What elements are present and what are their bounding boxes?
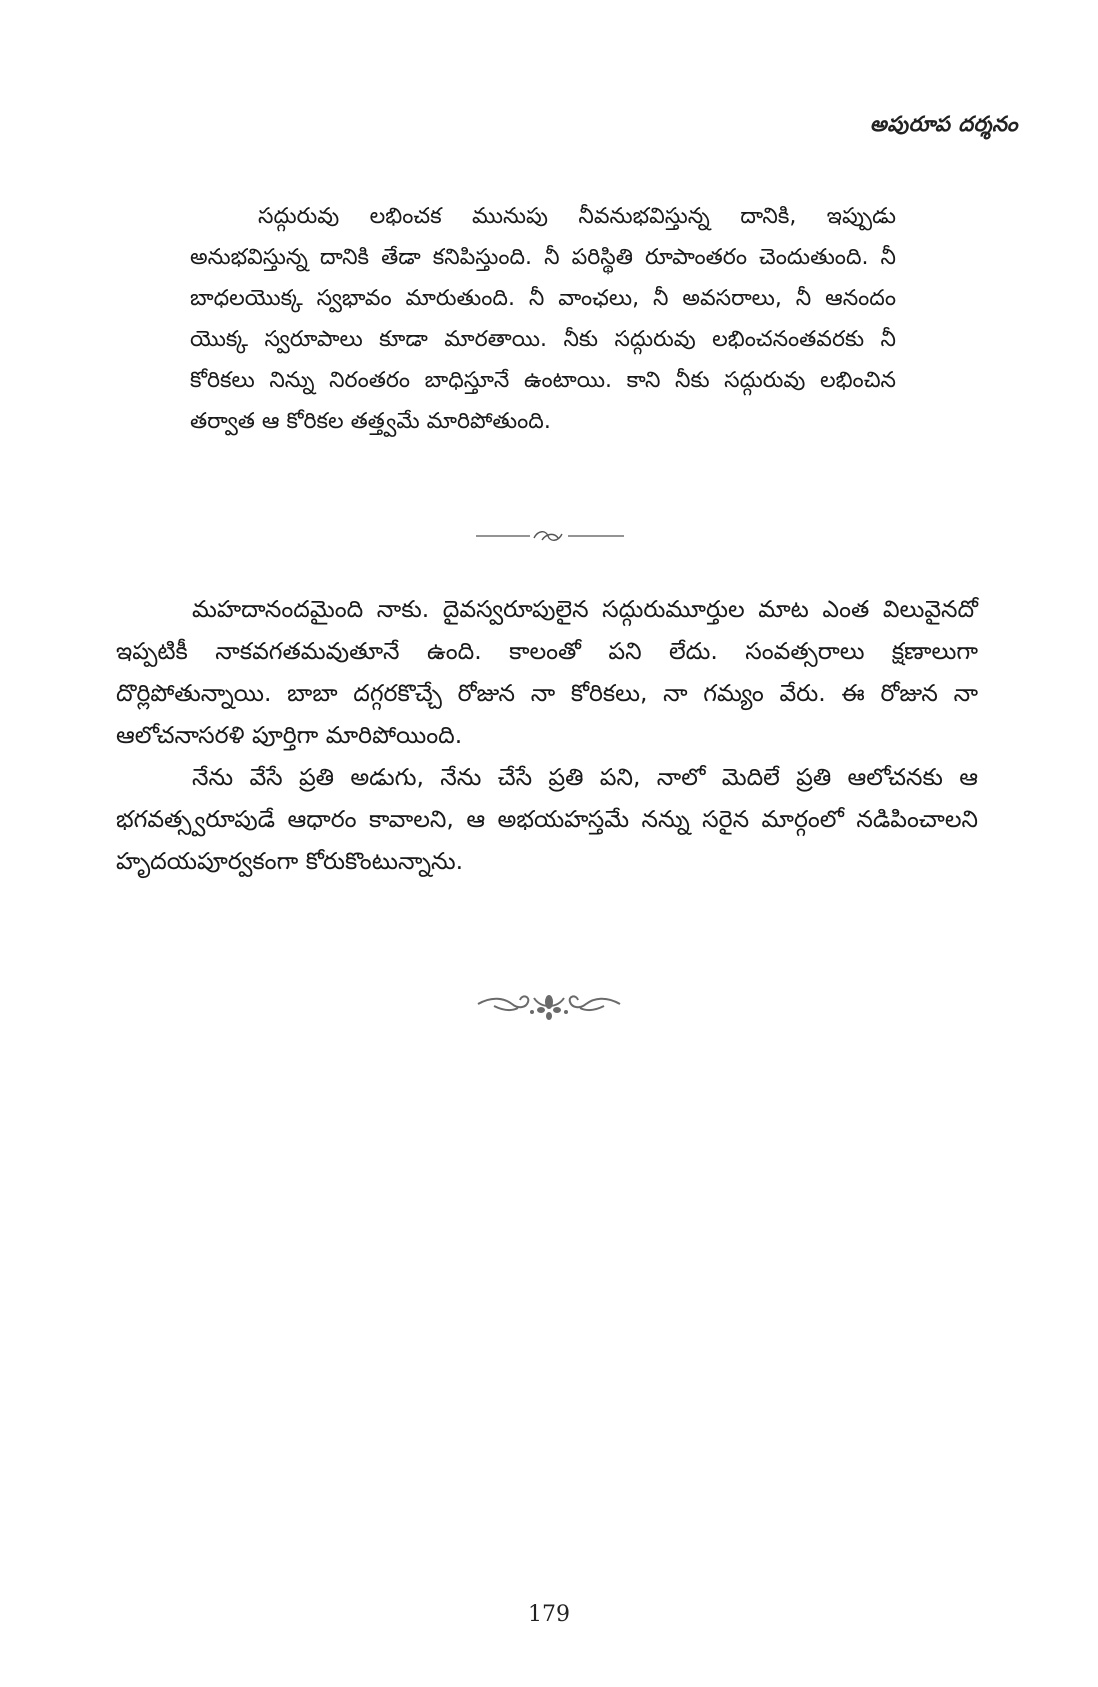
quote-block xyxy=(190,196,896,442)
body-paragraph: నేను వేసే ప్రతి అడుగు, నేను చేసే ప్రతి పని, నాలో మెదిలే ప్రతి ఆలోచనకు ఆ భగవత్స్వరూపుడే ఆధారం కావాలని, ఆ అభయహస్తమే నన్ను సరైన మార్గంలో నడిపించాలని హృదయపూర్వకంగా కోరుకొంటున్నాను. xyxy=(116,763,978,875)
running-header-title: అపురూప దర్శనం xyxy=(869,112,1018,136)
body-paragraph: మహదానందమైంది నాకు. దైవస్వరూపులైన సద్గురుమూర్తుల మాట ఎంత విలువైనదో ఇప్పటికీ నాకవగతమవుతూనే ఉంది. కాలంతో పని లేదు. సంవత్సరాలు క్షణాలుగా దొర్లిపోతున్నాయి. బాబా దగ్గరకొచ్చే రోజున నా కోరికలు, నా గమ్యం వేరు. ఈ రోజున నా ఆలోచనాసరళి పూర్తిగా మారిపోయింది. xyxy=(116,595,978,749)
page-number: 179 xyxy=(528,1602,570,1627)
quote-paragraph: సద్గురువు లభించక మునుపు నీవనుభవిస్తున్న దానికి, ఇప్పుడు అనుభవిస్తున్న దానికి తేడా కనిపిస్తుంది. నీ పరిస్థితి రూపాంతరం చెందుతుంది. నీ బాధలయొక్క స్వభావం మారుతుంది. నీ వాంఛలు, నీ అవసరాలు, నీ ఆనందం యొక్క స్వరూపాలు కూడా మారతాయి. నీకు సద్గురువు లభించనంతవరకు నీ కోరికలు నిన్ను నిరంతరం బాధిస్తూనే ఉంటాయి. కాని నీకు సద్గురువు లభించిన తర్వాత ఆ కోరికల తత్త్వమే మారిపోతుంది. xyxy=(190,204,896,434)
body-text xyxy=(116,588,978,882)
floral-ornament-icon xyxy=(474,984,624,1024)
swash-divider-icon xyxy=(470,524,630,548)
